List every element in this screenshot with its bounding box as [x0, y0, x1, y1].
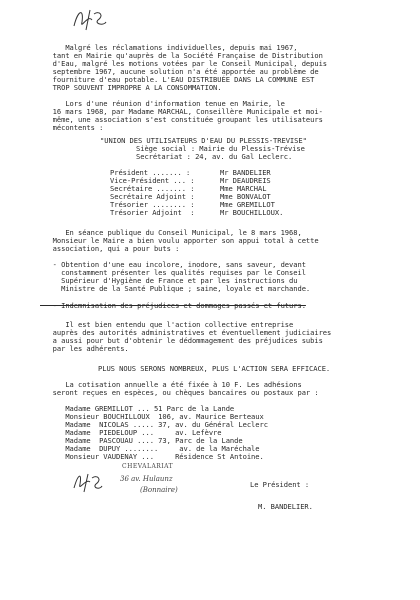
- paragraph-line: d'Eau, malgré les motions votées par le Conseil Municipal, depuis: [40, 59, 328, 68]
- association-secretariat: Secrétariat : 24, av. du Gal Leclerc.: [136, 152, 293, 161]
- collector-line: Monsieur BOUCHILLOUX 106, av. Maurice Berteaux: [40, 412, 264, 421]
- association-siege: Siège social : Mairie du Plessis-Trévise: [136, 144, 305, 153]
- paragraph-line: par les adhérents.: [40, 344, 129, 353]
- handwritten-initials-bottom: [70, 470, 104, 494]
- officer-role: Secrétaire ....... :: [110, 184, 195, 193]
- officer-role: Vice-Président ... :: [110, 176, 195, 185]
- officer-name: Mr DEAUDREIS: [220, 176, 271, 185]
- paragraph-line: septembre 1967, aucune solution n'a été apportée au problème de: [40, 67, 319, 76]
- paragraph-line: association, qui a pour buts :: [40, 244, 180, 253]
- officer-name: Mme BONVALOT: [220, 192, 271, 201]
- goal-line: Supérieur d'Hygiène de France et par les instructions du: [40, 276, 298, 285]
- paragraph-line: TROP SOUVENT IMPROPRE A LA CONSOMMATION.: [40, 83, 222, 92]
- collector-line: Madame PIEDELOUP ... av. Lefèvre: [40, 428, 222, 437]
- officer-name: Mme GREMILLOT: [220, 200, 275, 209]
- paragraph-line: En séance publique du Conseil Municipal, le 8 mars 1968,: [40, 228, 302, 237]
- paragraph-line: 16 mars 1968, par Madame MARCHAL, Conseillère Municipale et moi-: [40, 107, 323, 116]
- collector-line: Madame PASCOUAU .... 73, Parc de la Lande: [40, 436, 243, 445]
- paragraph-line: même, une association s'est constituée groupant les utilisateurs: [40, 115, 323, 124]
- handwritten-note-line: (Bonnaire): [140, 486, 178, 494]
- goal-line: - Obtention d'une eau incolore, inodore, sans saveur, devant: [40, 260, 306, 269]
- paragraph-line: auprès des autorités administratives et éventuellement judiciaires: [40, 328, 332, 337]
- association-name: "UNION DES UTILISATEURS D'EAU DU PLESSIS-TREVISE": [100, 136, 307, 145]
- collector-line: Madame DUPUY ........ av. de la Maréchale: [40, 444, 260, 453]
- handwritten-initials-top: [70, 6, 110, 32]
- president-name: M. BANDELIER.: [258, 502, 313, 511]
- officer-name: Mr BOUCHILLOUX.: [220, 208, 284, 217]
- goal-indemnisation-struck: - Indemnisation des préjudices et dommages passés et futurs.: [40, 301, 306, 310]
- goal-line: constamment présenter les qualités requises par le Conseil: [40, 268, 306, 277]
- paragraph-line: La cotisation annuelle a été fixée à 10 F. Les adhésions: [40, 380, 302, 389]
- officer-role: Trésorier ........ :: [110, 200, 195, 209]
- handwritten-note-line: CHEVALARIAT: [122, 463, 174, 470]
- closing-label: Le Président :: [250, 480, 310, 489]
- collector-line: Monsieur VAUDENAY ... Résidence St Antoine.: [40, 452, 264, 461]
- officer-role: Trésorier Adjoint :: [110, 208, 195, 217]
- officer-name: Mme MARCHAL: [220, 184, 267, 193]
- collector-line: Madame GREMILLOT ... 51 Parc de la Lande: [40, 404, 235, 413]
- paragraph-line: mécontents :: [40, 123, 104, 132]
- paragraph-line: fourniture d'eau potable. L'EAU DISTRIBUÉE DANS LA COMMUNE EST: [40, 75, 315, 84]
- paragraph-line: Malgré les réclamations individuelles, depuis mai 1967,: [40, 43, 298, 52]
- collector-line: Madame NICOLAS ..... 37, av. du Général Leclerc: [40, 420, 268, 429]
- slogan: PLUS NOUS SERONS NOMBREUX, PLUS L'ACTION SERA EFFICACE.: [98, 364, 331, 373]
- paragraph-line: Il est bien entendu que l'action collective entreprise: [40, 320, 294, 329]
- officer-name: Mr BANDELIER: [220, 168, 271, 177]
- paragraph-line: seront reçues en espèces, ou chèques bancaires ou postaux par :: [40, 388, 319, 397]
- paragraph-line: tant en Mairie qu'auprès de la Société Française de Distribution: [40, 51, 323, 60]
- officer-role: Président ....... :: [110, 168, 191, 177]
- handwritten-note-line: 36 av. Hulaunz: [120, 475, 173, 483]
- paragraph-line: Lors d'une réunion d'information tenue en Mairie, le: [40, 99, 285, 108]
- officer-role: Secrétaire Adjoint :: [110, 192, 195, 201]
- goal-line: Ministre de la Santé Publique ; saine, loyale et marchande.: [40, 284, 311, 293]
- paragraph-line: Monsieur le Maire a bien voulu apporter son appui total à cette: [40, 236, 319, 245]
- paragraph-line: a aussi pour but d'obtenir le dédommagement des préjudices subis: [40, 336, 323, 345]
